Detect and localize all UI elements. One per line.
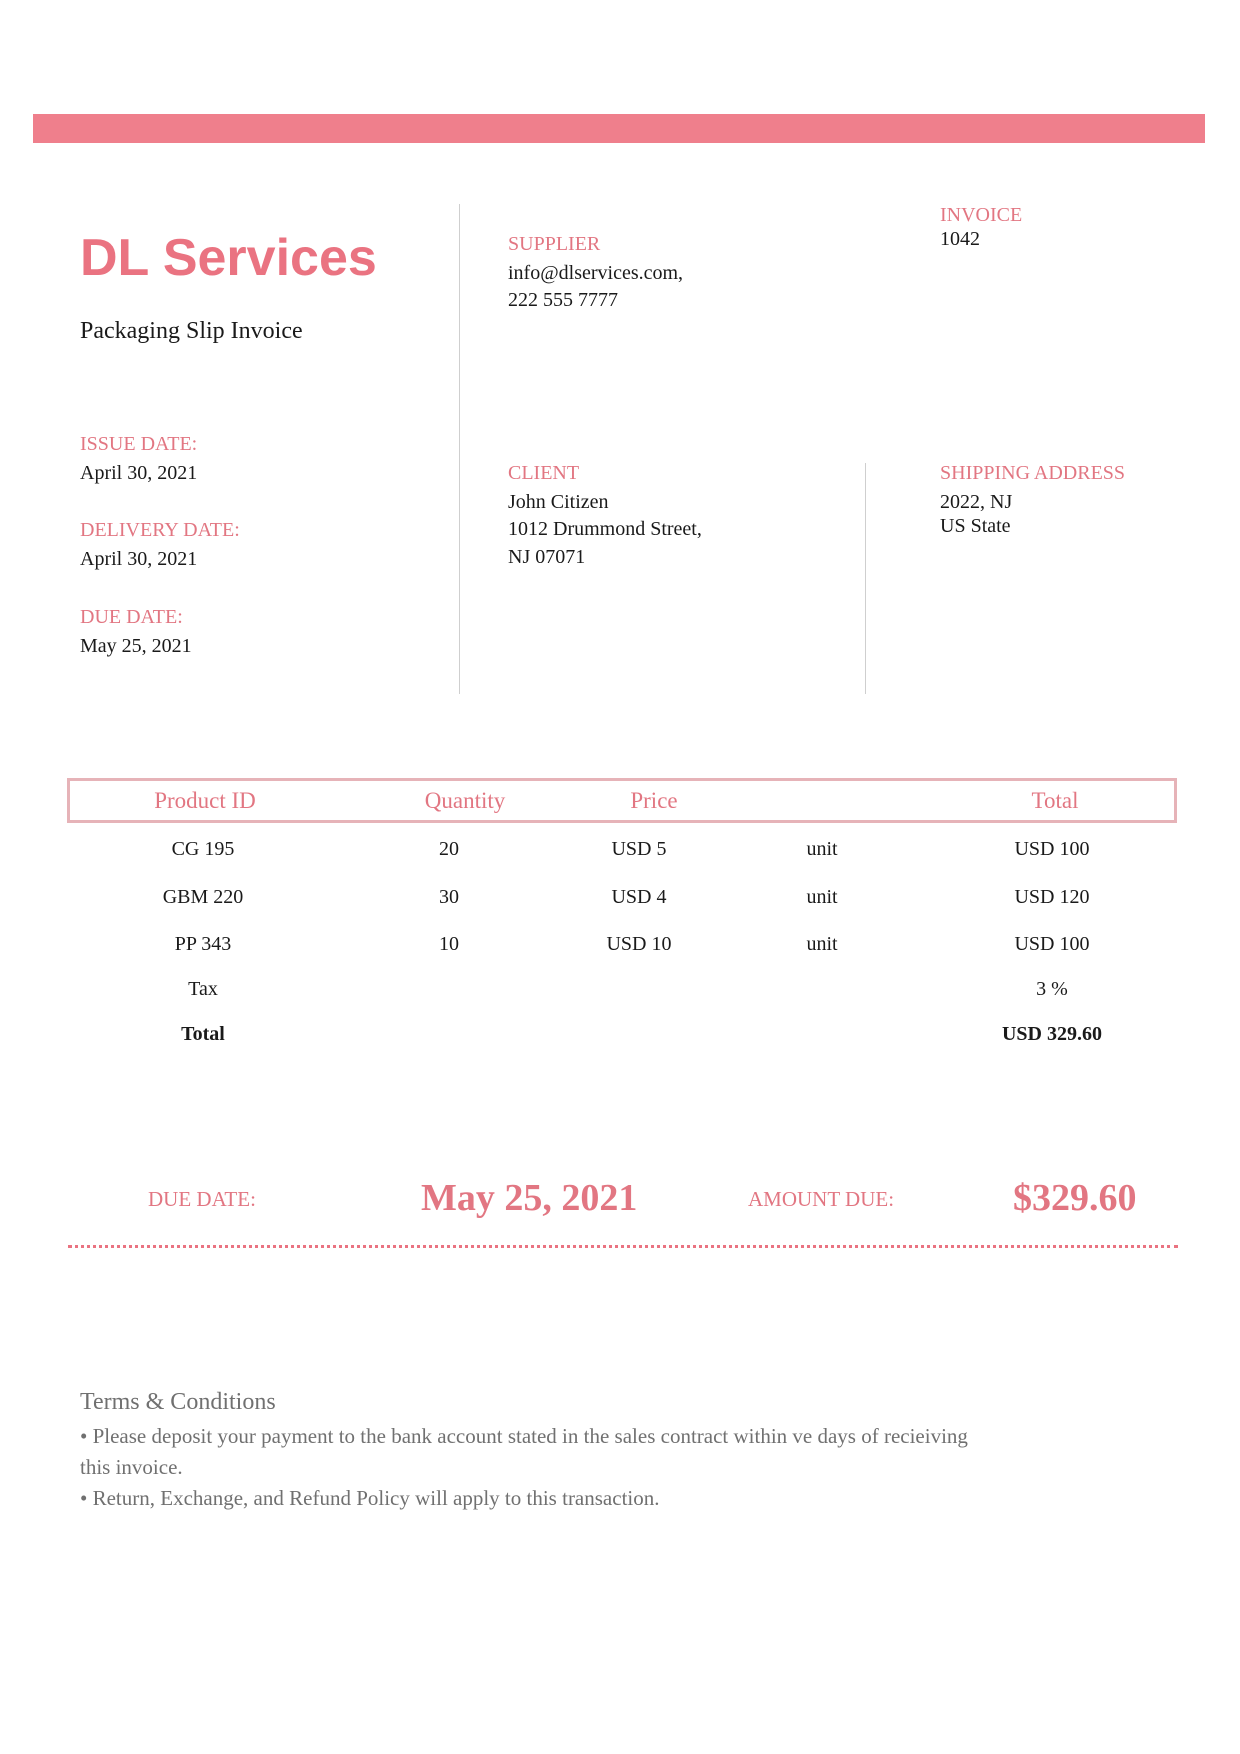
delivery-date: April 30, 2021 [80,548,198,570]
cell-unit: unit [806,886,838,908]
supplier-label: SUPPLIER [508,233,601,255]
client-label: CLIENT [508,462,580,484]
terms-item-1-line-2: this invoice. [80,1455,183,1479]
divider-left [459,204,460,694]
header-quantity: Quantity [424,788,506,813]
company-name: DL Services [80,229,377,287]
cell-quantity: 30 [439,886,459,908]
header-price: Price [630,788,678,813]
client-street: 1012 Drummond Street, [508,518,702,540]
summary-due-date: May 25, 2021 [421,1177,638,1219]
shipping-label: SHIPPING ADDRESS [940,462,1126,484]
invoice-label: INVOICE [940,204,1023,226]
summary-due-label: DUE DATE: [148,1187,256,1211]
cell-unit: unit [806,838,838,860]
invoice-number: 1042 [940,228,980,250]
divider-right [865,463,866,694]
total-label: Total [181,1023,225,1045]
delivery-date-label: DELIVERY DATE: [80,519,240,541]
tax-value: 3 % [1036,978,1068,1000]
terms-title: Terms & Conditions [80,1389,276,1415]
summary-amount-label: AMOUNT DUE: [748,1187,895,1211]
tax-label: Tax [188,978,218,1000]
supplier-email: info@dlservices.com, [508,262,684,284]
header-product-id: Product ID [154,788,256,813]
issue-date-label: ISSUE DATE: [80,433,198,455]
cell-product-id: CG 195 [171,838,235,860]
issue-date: April 30, 2021 [80,462,198,484]
cell-unit: unit [806,933,838,955]
client-name: John Citizen [508,491,609,513]
supplier-phone: 222 555 7777 [508,289,618,311]
cell-product-id: GBM 220 [162,886,244,908]
cell-total: USD 100 [1014,838,1090,860]
cell-total: USD 120 [1014,886,1090,908]
cell-product-id: PP 343 [174,933,232,955]
summary-amount: $329.60 [1013,1177,1137,1219]
cell-price: USD 4 [611,886,667,908]
table-header [67,778,1177,823]
terms-item-1-line-1: • Please deposit your payment to the bank account stated in the sales contract within ve days of recieiving [80,1424,968,1448]
cell-price: USD 10 [606,933,672,955]
due-date: May 25, 2021 [80,635,192,657]
header-total: Total [1031,788,1079,813]
shipping-line2: US State [940,515,1011,537]
cell-total: USD 100 [1014,933,1090,955]
dotted-divider [68,1245,1178,1248]
document-subtitle: Packaging Slip Invoice [80,318,303,344]
total-value: USD 329.60 [1001,1023,1102,1045]
shipping-line1: 2022, NJ [940,491,1013,513]
due-date-label: DUE DATE: [80,606,183,628]
cell-quantity: 20 [439,838,459,860]
client-city: NJ 07071 [508,546,586,568]
header-accent-bar [33,114,1205,143]
cell-quantity: 10 [439,933,459,955]
terms-item-2: • Return, Exchange, and Refund Policy will apply to this transaction. [80,1486,660,1510]
cell-price: USD 5 [611,838,667,860]
